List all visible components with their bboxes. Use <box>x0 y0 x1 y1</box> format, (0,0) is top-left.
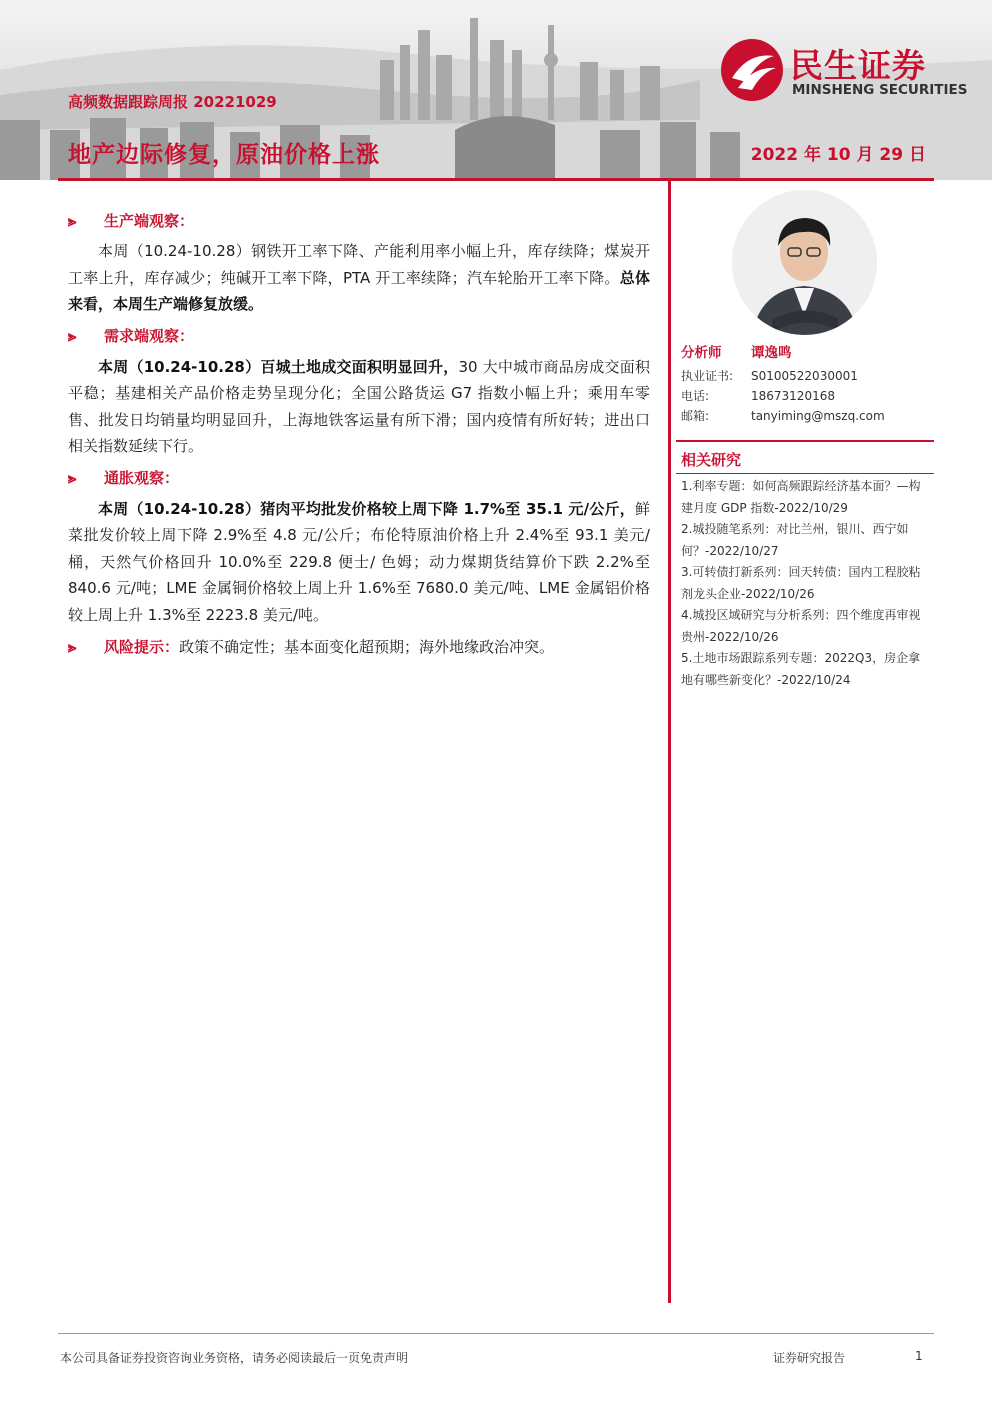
related-research-item[interactable]: 5.土地市场跟踪系列专题：2022Q3，房企拿地有哪些新变化？-2022/10/24 <box>681 651 921 687</box>
paragraph-text: 30 大中城市商品房成交面积平稳；基建相关产品价格走势呈现分化；全国公路货运 G7 指数小幅上升；乘用车零售、批发日均销量均明显回升，上海地铁客运量有所下滑；国内疫情有所好转；进出口相关指数延续下行。 <box>68 357 651 455</box>
paragraph-text: 本周（10.24-10.28）钢铁开工率下降、产能利用率小幅上升，库存续降；煤炭开工率上升，库存减少；纯碱开工率下降，PTA 开工率续降；汽车轮胎开工率下降。 <box>68 242 650 287</box>
page-number: 1 <box>915 1349 923 1363</box>
double-chevron-right-icon: ⪢ <box>68 211 77 230</box>
related-research-item[interactable]: 1.利率专题：如何高频跟踪经济基本面？—构建月度 GDP 指数-2022/10/29 <box>681 479 921 515</box>
minsheng-logo-icon <box>720 38 784 102</box>
analyst-photo <box>732 190 877 335</box>
double-chevron-right-icon: ⪢ <box>68 327 77 346</box>
column-divider <box>668 181 671 1303</box>
paragraph-bold-head: 本周（10.24-10.28）百城土地成交面积明显回升， <box>98 357 459 376</box>
report-series: 高频数据跟踪周报 20221029 <box>68 93 277 111</box>
analyst-phone-row <box>681 386 931 406</box>
email-address[interactable]: tanyiming@mszq.com <box>751 409 885 423</box>
person-icon <box>732 190 877 335</box>
related-research-title: 相关研究 <box>681 451 742 469</box>
analyst-info <box>681 342 931 426</box>
section-heading-label: 需求端观察： <box>104 327 195 346</box>
paragraph-bold-head: 本周（10.24-10.28）猪肉平均批发价格较上周下降 1.7%至 35.1 元/公斤， <box>98 499 635 518</box>
risk-heading: 风险提示： <box>104 638 180 656</box>
paragraph-text: 鲜菜批发价较上周下降 2.9%至 4.8 元/公斤；布伦特原油价格上升 2.4%至 93.1 美元/桶，天然气价格回升 10.0%至 229.8 便士/ 色姆；动力煤期货结算价下跌 2.2%至 840.6 元/吨；LME 金属铜价格较上周上升 1.6%至 7680.0 美元/吨、LME 金属铝价格较上周上升 1.3%至 2223.8 美元/吨。 <box>68 499 650 624</box>
footer-divider <box>58 1333 934 1334</box>
section-heading <box>68 324 650 350</box>
sidebar-divider-thin <box>676 473 934 474</box>
header-banner <box>0 0 992 180</box>
email-label: 邮箱: <box>681 409 710 423</box>
analyst-email-row <box>681 406 931 426</box>
related-research-item[interactable]: 4.城投区域研究与分析系列：四个维度再审视贵州-2022/10/26 <box>681 608 921 644</box>
logo-text-en: MINSHENG SECURITIES <box>792 82 968 98</box>
section-paragraph <box>68 238 650 318</box>
footer-doc-type: 证券研究报告 <box>773 1351 846 1365</box>
analyst-cert-row <box>681 366 931 386</box>
report-date: 2022 年 10 月 29 日 <box>750 145 926 165</box>
header-divider <box>58 178 934 181</box>
sidebar-divider <box>676 440 934 442</box>
double-chevron-right-icon: ⪢ <box>68 469 77 488</box>
cert-number: S0100522030001 <box>751 369 858 383</box>
cert-label: 执业证书: <box>681 369 734 383</box>
section-heading <box>68 466 650 492</box>
summary-column <box>68 208 650 660</box>
section-heading-label: 通胀观察： <box>104 469 180 488</box>
risk-note <box>68 634 650 660</box>
analyst-role-label: 分析师 <box>681 345 722 361</box>
phone-label: 电话: <box>681 389 710 403</box>
section-heading <box>68 208 650 234</box>
related-research-item[interactable]: 3.可转债打新系列：回天转债：国内工程胶粘剂龙头企业-2022/10/26 <box>681 565 921 601</box>
brand-logo <box>720 36 970 106</box>
related-research-item[interactable]: 2.城投随笔系列：对比兰州，银川、西宁如何？-2022/10/27 <box>681 522 909 558</box>
analyst-name: 谭逸鸣 <box>751 345 792 361</box>
analyst-name-row <box>681 342 931 364</box>
logo-text-cn: 民生证券 <box>790 46 926 85</box>
paragraph-bold-tail: 总体来看，本周生产端修复放缓。 <box>68 268 650 313</box>
section-paragraph <box>68 354 650 460</box>
risk-text: 政策不确定性；基本面变化超预期；海外地缘政治冲突。 <box>179 638 555 656</box>
related-research-list <box>681 476 931 691</box>
double-chevron-right-icon: ⪢ <box>68 638 77 656</box>
phone-number: 18673120168 <box>751 389 835 403</box>
report-title: 地产边际修复，原油价格上涨 <box>68 142 380 168</box>
footer-disclaimer: 本公司具备证券投资咨询业务资格，请务必阅读最后一页免责声明 <box>60 1351 409 1365</box>
section-heading-label: 生产端观察： <box>104 211 195 230</box>
section-paragraph <box>68 496 650 629</box>
